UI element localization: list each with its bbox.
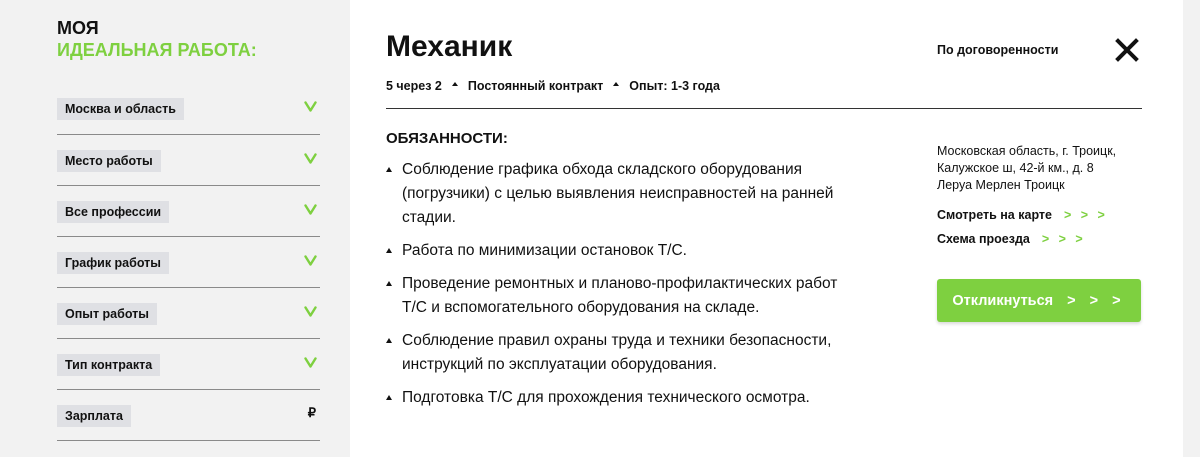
duty-text: Соблюдение правил охраны труда и техники безопасности, инструкций по эксплуатации оборудования. <box>402 332 832 373</box>
job-detail-panel <box>350 0 1183 457</box>
meta-contract: Постоянный контракт <box>467 79 604 93</box>
filter-sidebar <box>57 0 320 457</box>
filter-label: График работы <box>57 252 169 274</box>
triangle-icon <box>452 82 458 86</box>
filter-schedule[interactable] <box>57 237 320 288</box>
filter-label: Москва и область <box>57 98 184 120</box>
arrows-icon: > > > <box>1063 208 1108 222</box>
sidebar-title <box>57 17 320 61</box>
meta-schedule: 5 через 2 <box>386 79 442 93</box>
filter-label: Зарплата <box>57 405 131 427</box>
route-scheme-link[interactable] <box>937 232 1086 246</box>
view-map-link[interactable] <box>937 208 1108 222</box>
list-item <box>386 158 846 230</box>
ruble-icon: ₽ <box>307 405 316 420</box>
address-line: Московская область, г. Троицк, <box>937 144 1117 158</box>
triangle-bullet-icon <box>386 248 392 253</box>
filter-label: Опыт работы <box>57 303 157 325</box>
filter-contract-type[interactable] <box>57 339 320 390</box>
chevron-down-icon <box>304 356 317 369</box>
route-scheme-label: Схема проезда <box>937 232 1030 246</box>
close-icon[interactable] <box>1115 38 1139 62</box>
filter-label: Тип контракта <box>57 354 160 376</box>
filter-label: Место работы <box>57 150 161 172</box>
salary-text: По договоренности <box>937 43 1059 57</box>
triangle-bullet-icon <box>386 167 392 172</box>
sidebar-title-line2: ИДЕАЛЬНАЯ РАБОТА: <box>57 40 257 60</box>
duty-text: Работа по минимизации остановок Т/С. <box>402 242 687 259</box>
chevron-down-icon <box>304 203 317 216</box>
triangle-bullet-icon <box>386 338 392 343</box>
address-line: Леруа Мерлен Троицк <box>937 178 1065 192</box>
duties-list <box>386 158 846 419</box>
arrows-icon: > > > <box>1041 232 1086 246</box>
job-meta <box>386 79 720 93</box>
meta-experience: Опыт: 1-3 года <box>629 79 720 93</box>
filter-workplace[interactable] <box>57 135 320 186</box>
sidebar-title-line1: МОЯ <box>57 18 99 38</box>
divider <box>386 108 1142 109</box>
apply-label: Откликнуться <box>952 292 1054 309</box>
arrows-icon: > > > <box>1067 292 1126 309</box>
filter-salary[interactable] <box>57 390 320 441</box>
duty-text: Подготовка Т/С для прохождения технического осмотра. <box>402 389 810 406</box>
filter-list <box>57 86 320 441</box>
filter-label: Все профессии <box>57 201 169 223</box>
list-item <box>386 386 846 410</box>
job-address <box>937 143 1137 194</box>
job-title: Механик <box>386 30 513 63</box>
triangle-icon <box>613 82 619 86</box>
duties-heading: ОБЯЗАННОСТИ: <box>386 130 508 147</box>
duty-text: Проведение ремонтных и планово-профилактических работ Т/С и вспомогательного оборудования на складе. <box>402 275 838 316</box>
filter-profession[interactable] <box>57 186 320 237</box>
triangle-bullet-icon <box>386 281 392 286</box>
apply-button[interactable] <box>937 279 1141 322</box>
list-item <box>386 329 846 377</box>
chevron-down-icon <box>304 152 317 165</box>
chevron-down-icon <box>304 254 317 267</box>
address-line: Калужское ш, 42-й км., д. 8 <box>937 161 1094 175</box>
view-map-label: Смотреть на карте <box>937 208 1052 222</box>
filter-location[interactable] <box>57 86 320 135</box>
chevron-down-icon <box>304 100 317 113</box>
list-item <box>386 272 846 320</box>
filter-experience[interactable] <box>57 288 320 339</box>
duty-text: Соблюдение графика обхода складского оборудования (погрузчики) с целью выявления неисправностей на ранней стадии. <box>402 161 834 226</box>
chevron-down-icon <box>304 305 317 318</box>
triangle-bullet-icon <box>386 395 392 400</box>
list-item <box>386 239 846 263</box>
